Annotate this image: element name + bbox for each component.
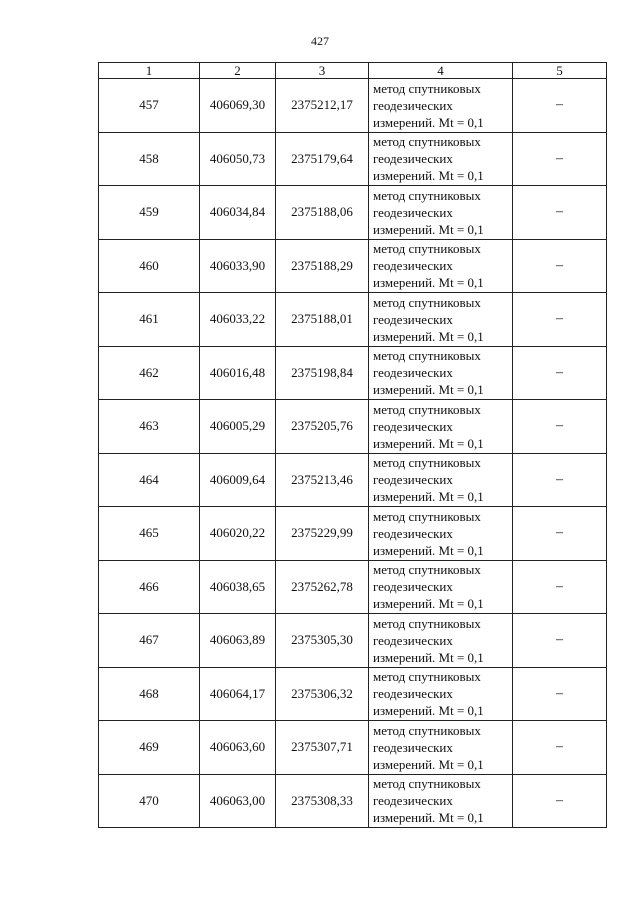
method-text-line-1: метод спутниковых — [373, 348, 481, 364]
method-cell — [369, 721, 513, 775]
method-text-line-3: измерений. Mt = 0,1 — [373, 275, 484, 291]
method-text-line-3: измерений. Mt = 0,1 — [373, 542, 484, 558]
x-coordinate-cell: 406063,60 — [200, 721, 276, 775]
x-coordinate-cell: 406034,84 — [200, 186, 276, 240]
y-coordinate-cell: 2375188,01 — [276, 293, 369, 347]
header-col-5: 5 — [513, 63, 607, 79]
method-text-line-2: геодезических — [373, 418, 453, 434]
method-text-line-3: измерений. Mt = 0,1 — [373, 596, 484, 612]
method-text-line-3: измерений. Mt = 0,1 — [373, 435, 484, 451]
x-coordinate-cell: 406016,48 — [200, 346, 276, 400]
method-cell — [369, 507, 513, 561]
point-number-cell: 464 — [99, 453, 200, 507]
header-col-2: 2 — [200, 63, 276, 79]
description-cell: – — [513, 560, 607, 614]
y-coordinate-cell: 2375213,46 — [276, 453, 369, 507]
method-text-line-1: метод спутниковых — [373, 241, 481, 257]
y-coordinate-cell: 2375306,32 — [276, 667, 369, 721]
method-text-line-3: измерений. Mt = 0,1 — [373, 168, 484, 184]
description-cell: – — [513, 239, 607, 293]
method-text-line-2: геодезических — [373, 97, 453, 113]
table-body — [99, 79, 607, 828]
y-coordinate-cell: 2375305,30 — [276, 614, 369, 668]
method-text-line-1: метод спутниковых — [373, 455, 481, 471]
method-text-line-3: измерений. Mt = 0,1 — [373, 114, 484, 130]
description-cell: – — [513, 346, 607, 400]
point-number-cell: 462 — [99, 346, 200, 400]
method-text-line-3: измерений. Mt = 0,1 — [373, 756, 484, 772]
table-row — [99, 453, 607, 507]
description-cell: – — [513, 614, 607, 668]
method-text-line-2: геодезических — [373, 579, 453, 595]
table-row — [99, 186, 607, 240]
x-coordinate-cell: 406020,22 — [200, 507, 276, 561]
description-cell: – — [513, 507, 607, 561]
point-number-cell: 461 — [99, 293, 200, 347]
y-coordinate-cell: 2375188,06 — [276, 186, 369, 240]
point-number-cell: 468 — [99, 667, 200, 721]
description-cell: – — [513, 186, 607, 240]
method-text-line-3: измерений. Mt = 0,1 — [373, 703, 484, 719]
table-row — [99, 774, 607, 828]
x-coordinate-cell: 406009,64 — [200, 453, 276, 507]
x-coordinate-cell: 406033,22 — [200, 293, 276, 347]
method-text-line-1: метод спутниковых — [373, 294, 481, 310]
x-coordinate-cell: 406063,89 — [200, 614, 276, 668]
method-text-line-2: геодезических — [373, 686, 453, 702]
method-cell — [369, 774, 513, 828]
table-header — [99, 63, 607, 79]
description-cell: – — [513, 293, 607, 347]
y-coordinate-cell: 2375307,71 — [276, 721, 369, 775]
description-cell: – — [513, 453, 607, 507]
table-row — [99, 79, 607, 133]
method-cell — [369, 667, 513, 721]
point-number-cell: 469 — [99, 721, 200, 775]
description-cell: – — [513, 667, 607, 721]
y-coordinate-cell: 2375308,33 — [276, 774, 369, 828]
method-text-line-1: метод спутниковых — [373, 401, 481, 417]
method-text-line-1: метод спутниковых — [373, 187, 481, 203]
table-row — [99, 614, 607, 668]
method-text-line-2: геодезических — [373, 311, 453, 327]
point-number-cell: 467 — [99, 614, 200, 668]
x-coordinate-cell: 406064,17 — [200, 667, 276, 721]
method-text-line-3: измерений. Mt = 0,1 — [373, 221, 484, 237]
header-col-1: 1 — [99, 63, 200, 79]
table-row — [99, 293, 607, 347]
point-number-cell: 460 — [99, 239, 200, 293]
method-text-line-3: измерений. Mt = 0,1 — [373, 489, 484, 505]
y-coordinate-cell: 2375212,17 — [276, 79, 369, 133]
method-text-line-3: измерений. Mt = 0,1 — [373, 328, 484, 344]
method-cell — [369, 614, 513, 668]
y-coordinate-cell: 2375188,29 — [276, 239, 369, 293]
method-text-line-2: геодезических — [373, 365, 453, 381]
method-text-line-2: геодезических — [373, 632, 453, 648]
description-cell: – — [513, 79, 607, 133]
method-text-line-3: измерений. Mt = 0,1 — [373, 382, 484, 398]
x-coordinate-cell: 406038,65 — [200, 560, 276, 614]
table-row — [99, 507, 607, 561]
method-cell — [369, 346, 513, 400]
header-row — [99, 63, 607, 79]
point-number-cell: 465 — [99, 507, 200, 561]
method-cell — [369, 132, 513, 186]
point-number-cell: 466 — [99, 560, 200, 614]
method-text-line-2: геодезических — [373, 472, 453, 488]
point-number-cell: 470 — [99, 774, 200, 828]
method-text-line-2: геодезических — [373, 739, 453, 755]
table-row — [99, 667, 607, 721]
table-row — [99, 400, 607, 454]
y-coordinate-cell: 2375205,76 — [276, 400, 369, 454]
description-cell: – — [513, 721, 607, 775]
method-cell — [369, 453, 513, 507]
method-cell — [369, 400, 513, 454]
method-cell — [369, 239, 513, 293]
y-coordinate-cell: 2375229,99 — [276, 507, 369, 561]
table-row — [99, 346, 607, 400]
table-row — [99, 239, 607, 293]
method-text-line-2: геодезических — [373, 151, 453, 167]
method-text-line-1: метод спутниковых — [373, 134, 481, 150]
method-text-line-1: метод спутниковых — [373, 80, 481, 96]
point-number-cell: 463 — [99, 400, 200, 454]
method-text-line-3: измерений. Mt = 0,1 — [373, 810, 484, 826]
method-text-line-1: метод спутниковых — [373, 615, 481, 631]
method-text-line-1: метод спутниковых — [373, 562, 481, 578]
x-coordinate-cell: 406063,00 — [200, 774, 276, 828]
method-cell — [369, 79, 513, 133]
method-text-line-2: геодезических — [373, 793, 453, 809]
y-coordinate-cell: 2375262,78 — [276, 560, 369, 614]
x-coordinate-cell: 406033,90 — [200, 239, 276, 293]
method-cell — [369, 293, 513, 347]
method-text-line-3: измерений. Mt = 0,1 — [373, 649, 484, 665]
method-text-line-1: метод спутниковых — [373, 669, 481, 685]
method-text-line-1: метод спутниковых — [373, 776, 481, 792]
description-cell: – — [513, 400, 607, 454]
description-cell: – — [513, 132, 607, 186]
x-coordinate-cell: 406069,30 — [200, 79, 276, 133]
y-coordinate-cell: 2375179,64 — [276, 132, 369, 186]
coordinates-table — [98, 62, 607, 828]
header-col-3: 3 — [276, 63, 369, 79]
method-text-line-1: метод спутниковых — [373, 722, 481, 738]
page-number: 427 — [311, 34, 329, 48]
point-number-cell: 457 — [99, 79, 200, 133]
description-cell: – — [513, 774, 607, 828]
method-text-line-1: метод спутниковых — [373, 508, 481, 524]
method-text-line-2: геодезических — [373, 525, 453, 541]
point-number-cell: 458 — [99, 132, 200, 186]
method-cell — [369, 560, 513, 614]
point-number-cell: 459 — [99, 186, 200, 240]
y-coordinate-cell: 2375198,84 — [276, 346, 369, 400]
x-coordinate-cell: 406050,73 — [200, 132, 276, 186]
method-text-line-2: геодезических — [373, 204, 453, 220]
method-text-line-2: геодезических — [373, 258, 453, 274]
table-row — [99, 721, 607, 775]
method-cell — [369, 186, 513, 240]
table-row — [99, 560, 607, 614]
x-coordinate-cell: 406005,29 — [200, 400, 276, 454]
table-row — [99, 132, 607, 186]
header-col-4: 4 — [369, 63, 513, 79]
